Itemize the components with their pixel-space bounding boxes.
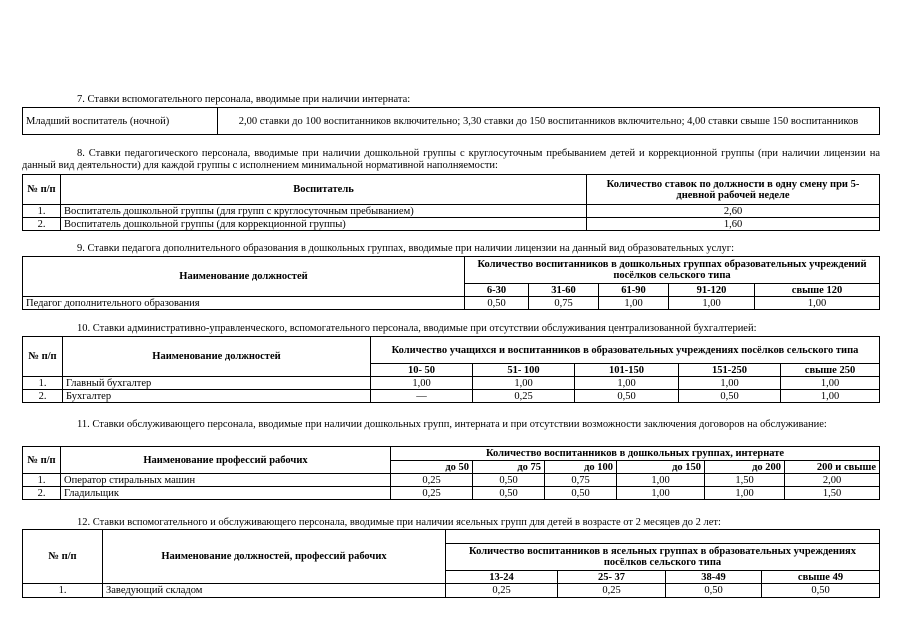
table-10: [22, 336, 880, 403]
header-name: Наименование должностей: [63, 337, 371, 377]
header-row: [23, 175, 880, 205]
row-value: 0,50: [762, 584, 880, 598]
header-num: № п/п: [23, 447, 61, 474]
table-row: [23, 297, 880, 310]
table-row: [23, 584, 880, 598]
row-value: 1,00: [371, 377, 473, 390]
table-12: [22, 529, 880, 598]
header-spacer-row: [23, 530, 880, 544]
row-value: 0,25: [473, 390, 575, 403]
row-value: 0,25: [446, 584, 558, 598]
rates-cell: 2,00 ставки до 100 воспитанников включительно; 3,30 ставки до 150 воспитанников включительно; 4,00 ставки свыше 150 воспитанников: [218, 108, 880, 135]
row-value: 2,60: [587, 205, 880, 218]
row-name: Воспитатель дошкольной группы (для коррекционной группы): [61, 218, 587, 231]
row-value: 0,50: [679, 390, 781, 403]
row-value: 1,60: [587, 218, 880, 231]
row-name: Главный бухгалтер: [63, 377, 371, 390]
row-num: 2.: [23, 487, 61, 500]
row-name: Заведующий складом: [103, 584, 446, 598]
row-value: 0,25: [558, 584, 666, 598]
row-value: 0,50: [465, 297, 529, 310]
header-qty: Количество ставок по должности в одну смену при 5-дневной рабочей неделе: [587, 175, 880, 205]
row-name: Гладильщик: [61, 487, 391, 500]
row-num: 2.: [23, 390, 63, 403]
row-num: 1.: [23, 377, 63, 390]
row-num: 2.: [23, 218, 61, 231]
row-value: 1,50: [705, 474, 785, 487]
row-value: 0,50: [545, 487, 617, 500]
col-header: до 200: [705, 461, 785, 474]
col-header: 6-30: [465, 284, 529, 297]
table-row: [23, 108, 880, 135]
row-value: 1,00: [679, 377, 781, 390]
table-11: [22, 446, 880, 500]
row-value: 0,50: [666, 584, 762, 598]
section-9-heading: 9. Ставки педагога дополнительного образования в дошкольных группах, вводимые при наличии лицензии на данный вид образовательных услуг:: [77, 243, 735, 254]
header-qty: Количество воспитанников в ясельных группах в образовательных учреждениях посёлков сельского типа: [446, 544, 880, 571]
col-header: 38-49: [666, 571, 762, 584]
table-row: [23, 474, 880, 487]
header-name: Воспитатель: [61, 175, 587, 205]
header-qty: Количество воспитанников в дошкольных группах, интернате: [391, 447, 880, 461]
col-header: 200 и свыше: [785, 461, 880, 474]
row-value: 0,50: [575, 390, 679, 403]
section-12-heading: 12. Ставки вспомогательного и обслуживающего персонала, вводимые при наличии ясельных групп для детей в возрасте от 2 месяцев до 2 лет:: [77, 517, 721, 528]
section-11-heading: 11. Ставки обслуживающего персонала, вводимые при наличии дошкольных групп, интерната и при отсутствии возможности заключения договоров на обслуживание:: [77, 419, 827, 430]
row-value: 1,00: [755, 297, 880, 310]
header-name: Наименование профессий рабочих: [61, 447, 391, 474]
row-name: Педагог дополнительного образования: [23, 297, 465, 310]
header-num: № п/п: [23, 175, 61, 205]
row-value: 1,00: [473, 377, 575, 390]
section-8-heading: 8. Ставки педагогического персонала, вводимые при наличии дошкольной группы с круглосуточным пребыванием детей и коррекционной группы (при наличии лицензии на данный вид деятельности) для каждой группы с исполнением минимальной нормативной наполняемости:: [22, 148, 880, 171]
col-header: свыше 120: [755, 284, 880, 297]
row-value: 1,00: [575, 377, 679, 390]
col-header: 101-150: [575, 364, 679, 377]
row-name: Оператор стиральных машин: [61, 474, 391, 487]
row-num: 1.: [23, 584, 103, 598]
row-value: 1,00: [617, 474, 705, 487]
row-value: 1,50: [785, 487, 880, 500]
header-num: № п/п: [23, 337, 63, 377]
row-value: —: [371, 390, 473, 403]
col-header: свыше 49: [762, 571, 880, 584]
col-header: 31-60: [529, 284, 599, 297]
section-7-heading: 7. Ставки вспомогательного персонала, вводимые при наличии интерната:: [77, 94, 411, 105]
row-value: 1,00: [617, 487, 705, 500]
row-name: Бухгалтер: [63, 390, 371, 403]
col-header: 61-90: [599, 284, 669, 297]
row-num: 1.: [23, 205, 61, 218]
table-8: [22, 174, 880, 231]
col-header: до 150: [617, 461, 705, 474]
header-row: [23, 337, 880, 364]
row-value: 0,75: [545, 474, 617, 487]
row-value: 1,00: [781, 390, 880, 403]
col-header: 51- 100: [473, 364, 575, 377]
row-value: 0,50: [473, 487, 545, 500]
row-value: 2,00: [785, 474, 880, 487]
header-row: [23, 257, 880, 284]
row-value: 1,00: [669, 297, 755, 310]
table-row: [23, 205, 880, 218]
row-value: 0,75: [529, 297, 599, 310]
row-value: 1,00: [781, 377, 880, 390]
row-value: 0,25: [391, 474, 473, 487]
row-value: 1,00: [705, 487, 785, 500]
row-value: 0,50: [473, 474, 545, 487]
row-name: Воспитатель дошкольной группы (для групп с круглосуточным пребыванием): [61, 205, 587, 218]
col-header: 13-24: [446, 571, 558, 584]
header-qty: Количество учащихся и воспитанников в образовательных учреждениях посёлков сельского типа: [371, 337, 880, 364]
col-header: 10- 50: [371, 364, 473, 377]
table-row: [23, 487, 880, 500]
col-header: до 100: [545, 461, 617, 474]
header-num: № п/п: [23, 530, 103, 584]
col-header: 91-120: [669, 284, 755, 297]
section-10-heading: 10. Ставки административно-управленческого, вспомогательного персонала, вводимые при отсутствии обслуживания централизованной бухгалтерией:: [77, 323, 757, 334]
col-header: 151-250: [679, 364, 781, 377]
col-header: 25- 37: [558, 571, 666, 584]
table-row: [23, 390, 880, 403]
col-header: до 50: [391, 461, 473, 474]
row-value: 0,25: [391, 487, 473, 500]
header-name: Наименование должностей, профессий рабочих: [103, 530, 446, 584]
col-header: до 75: [473, 461, 545, 474]
position-cell: Младший воспитатель (ночной): [23, 108, 218, 135]
col-header: свыше 250: [781, 364, 880, 377]
row-num: 1.: [23, 474, 61, 487]
header-blank: [446, 530, 880, 544]
header-name: Наименование должностей: [23, 257, 465, 297]
table-row: [23, 377, 880, 390]
header-row: [23, 447, 880, 461]
table-row: [23, 218, 880, 231]
row-value: 1,00: [599, 297, 669, 310]
table-7: [22, 107, 880, 135]
header-qty: Количество воспитанников в дошкольных группах образовательных учреждений посёлков сельского типа: [465, 257, 880, 284]
table-9: [22, 256, 880, 310]
